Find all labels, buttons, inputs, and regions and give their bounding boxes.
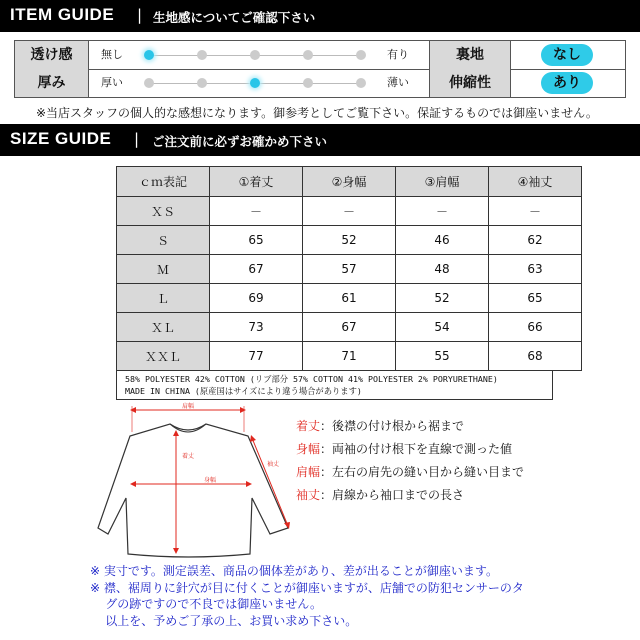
legend-desc: 肩線から袖口までの長さ bbox=[332, 488, 465, 502]
item-guide-subtitle: 生地感についてご確認下さい bbox=[153, 10, 316, 25]
legend-sep: ： bbox=[320, 442, 333, 456]
scale-dot bbox=[197, 78, 207, 88]
table-row bbox=[117, 226, 582, 255]
legend-shoulder bbox=[296, 463, 524, 480]
scale-dot bbox=[303, 78, 313, 88]
item-guide-separator: | bbox=[137, 6, 143, 24]
size-guide-title: SIZE GUIDE bbox=[10, 129, 112, 148]
size-guide-banner bbox=[0, 124, 640, 156]
scale-min-label: 厚い bbox=[101, 76, 123, 89]
table-row bbox=[117, 313, 582, 342]
scale-dot-selected bbox=[250, 78, 260, 88]
measure-cell: 52 bbox=[303, 226, 396, 255]
table-row bbox=[117, 197, 582, 226]
attribute-value-badge: なし bbox=[541, 44, 593, 66]
fabric-row-label: 透け感 bbox=[15, 41, 89, 69]
length-label: 着丈 bbox=[182, 453, 195, 460]
legend-sep: ： bbox=[320, 465, 333, 479]
measure-cell: 73 bbox=[210, 313, 303, 342]
measure-cell: 63 bbox=[489, 255, 582, 284]
size-cell: ＸＳ bbox=[117, 197, 210, 226]
scale-dot bbox=[356, 50, 366, 60]
measure-cell: 71 bbox=[303, 342, 396, 371]
measure-cell: － bbox=[210, 197, 303, 226]
legend-key: 肩幅 bbox=[296, 465, 321, 479]
legend-key: 着丈 bbox=[296, 419, 321, 433]
legend-desc: 後襟の付け根から裾まで bbox=[332, 419, 465, 433]
scale-max-label: 有り bbox=[387, 48, 409, 61]
measure-cell: － bbox=[303, 197, 396, 226]
note-line: ※ 実寸です。測定誤差、商品の個体差があり、差が出ることが御座います。 bbox=[90, 564, 498, 578]
sleeve-label: 袖丈 bbox=[267, 461, 280, 468]
legend-width bbox=[296, 440, 512, 457]
country-of-origin: MADE IN CHINA (原産国はサイズにより違う場合があります) bbox=[125, 386, 362, 396]
table-row bbox=[117, 255, 582, 284]
width-label: 身幅 bbox=[204, 477, 217, 484]
header-cell: ④袖丈 bbox=[489, 167, 582, 197]
legend-sleeve bbox=[296, 486, 464, 503]
measure-cell: 62 bbox=[489, 226, 582, 255]
measure-cell: 77 bbox=[210, 342, 303, 371]
measure-cell: 69 bbox=[210, 284, 303, 313]
fabric-row-label: 厚み bbox=[15, 69, 89, 97]
note-line: ※ 襟、裾周りに針穴が目に付くことが御座いますが、店舗での防犯センサーのタ bbox=[90, 580, 524, 595]
measure-cell: 54 bbox=[396, 313, 489, 342]
size-table-header bbox=[117, 167, 582, 197]
measure-cell: 67 bbox=[210, 255, 303, 284]
legend-desc: 両袖の付け根下を直線で測った値 bbox=[332, 442, 513, 456]
measure-cell: 65 bbox=[210, 226, 303, 255]
material-composition: 58% POLYESTER 42% COTTON (リブ部分 57% COTTON 41% POLYESTER 2% PORYURETHANE) bbox=[125, 374, 498, 384]
header-cell: ①着丈 bbox=[210, 167, 303, 197]
legend-sep: ： bbox=[320, 419, 333, 433]
scale-dot bbox=[144, 78, 154, 88]
size-cell: Ｓ bbox=[117, 226, 210, 255]
measure-cell: 57 bbox=[303, 255, 396, 284]
scale-max-label: 薄い bbox=[387, 76, 409, 89]
note-line: グの跡ですので不良では御座いません。 bbox=[90, 597, 322, 611]
attribute-label: 裏地 bbox=[429, 41, 511, 69]
legend-length bbox=[296, 417, 464, 434]
legend-key: 袖丈 bbox=[296, 488, 321, 502]
shoulder-label: 肩幅 bbox=[181, 403, 195, 410]
tshirt-outline bbox=[98, 424, 288, 557]
measure-cell: 65 bbox=[489, 284, 582, 313]
size-guide-separator: | bbox=[134, 130, 140, 148]
scale-dot bbox=[356, 78, 366, 88]
fabric-feel-panel bbox=[14, 40, 626, 98]
attribute-value-badge: あり bbox=[541, 72, 593, 94]
item-guide-banner bbox=[0, 0, 640, 32]
legend-desc: 左右の肩先の縫い目から縫い目まで bbox=[332, 465, 525, 479]
legend-key: 身幅 bbox=[296, 442, 321, 456]
table-row bbox=[117, 342, 582, 371]
scale-dot bbox=[197, 50, 207, 60]
size-table bbox=[116, 166, 582, 371]
fabric-disclaimer: ※当店スタッフの個人的な感想になります。御参考としてご覧下さい。保証するものでは御座いません。 bbox=[36, 106, 598, 120]
measure-cell: 55 bbox=[396, 342, 489, 371]
fabric-row-transparency bbox=[15, 41, 625, 70]
scale-dot-selected bbox=[144, 50, 154, 60]
note-line: 以上を、予めご了承の上、お買い求め下さい。 bbox=[90, 613, 358, 628]
attribute-label: 伸縮性 bbox=[429, 69, 511, 97]
size-cell: Ｌ bbox=[117, 284, 210, 313]
header-cell: ③肩幅 bbox=[396, 167, 489, 197]
header-cell: ｃｍ表記 bbox=[117, 167, 210, 197]
table-row bbox=[117, 284, 582, 313]
material-info bbox=[116, 370, 553, 400]
header-cell: ②身幅 bbox=[303, 167, 396, 197]
size-cell: Ｍ bbox=[117, 255, 210, 284]
measure-cell: － bbox=[396, 197, 489, 226]
measure-cell: 46 bbox=[396, 226, 489, 255]
legend-sep: ： bbox=[320, 488, 333, 502]
measure-cell: － bbox=[489, 197, 582, 226]
measure-cell: 67 bbox=[303, 313, 396, 342]
item-guide-title: ITEM GUIDE bbox=[10, 5, 115, 24]
size-guide-subtitle: ご注文前に必ずお確かめ下さい bbox=[152, 134, 328, 149]
measure-cell: 52 bbox=[396, 284, 489, 313]
measure-cell: 68 bbox=[489, 342, 582, 371]
notes-block bbox=[90, 563, 524, 629]
size-cell: ＸＬ bbox=[117, 313, 210, 342]
size-cell: ＸＸＬ bbox=[117, 342, 210, 371]
garment-diagram bbox=[96, 402, 296, 562]
scale-dot bbox=[303, 50, 313, 60]
measure-cell: 48 bbox=[396, 255, 489, 284]
measure-cell: 66 bbox=[489, 313, 582, 342]
measure-cell: 61 bbox=[303, 284, 396, 313]
scale-min-label: 無し bbox=[101, 48, 123, 61]
fabric-row-thickness bbox=[15, 69, 625, 97]
scale-dot bbox=[250, 50, 260, 60]
